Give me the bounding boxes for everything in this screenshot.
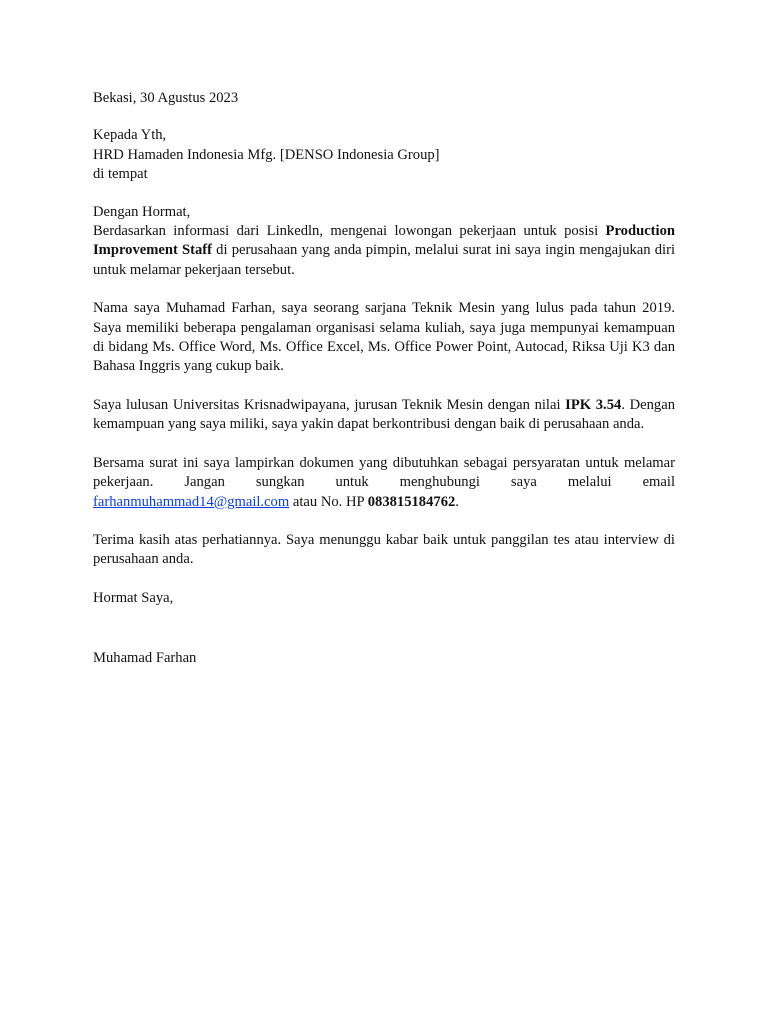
- paragraph-contact-text-3: .: [455, 493, 459, 510]
- paragraph-contact-text-2: atau No. HP: [289, 493, 368, 510]
- paragraph-intro-text-2: di perusahaan yang anda pimpin, melalui surat ini saya ingin mengajukan diri untuk melamar pekerjaan tersebut.: [93, 242, 675, 278]
- paragraph-education-text-2: . Dengan kemampuan yang saya miliki, saya yakin dapat berkontribusi dengan baik di perusahaan anda.: [93, 396, 675, 433]
- recipient-salutation: Kepada Yth,: [93, 127, 167, 144]
- position-title: Production Improvement Staff: [93, 223, 675, 259]
- letter-page: [93, 89, 675, 669]
- greeting: Dengan Hormat,: [93, 203, 191, 220]
- paragraph-contact-text-1: Bersama surat ini saya lampirkan dokumen yang dibutuhkan sebagai persyaratan untuk melamar pekerjaan. Jangan sungkan untuk menghubungi saya melalui email: [93, 454, 675, 491]
- recipient-location: di tempat: [93, 166, 148, 183]
- recipient-company: HRD Hamaden Indonesia Mfg. [DENSO Indonesia Group]: [93, 146, 440, 163]
- paragraph-education-text-1: Saya lulusan Universitas Krisnadwipayana, jurusan Teknik Mesin dengan nilai: [93, 396, 566, 413]
- ipk-value: IPK 3.54: [565, 396, 622, 413]
- paragraph-thanks: Terima kasih atas perhatiannya. Saya menunggu kabar baik untuk panggilan tes atau interview di perusahaan anda.: [93, 531, 675, 568]
- paragraph-intro: [93, 222, 675, 280]
- phone-number: 083815184762: [367, 493, 456, 510]
- paragraph-intro-text-1: Berdasarkan informasi dari Linkedln, mengenai lowongan pekerjaan untuk posisi: [93, 223, 606, 240]
- place-date: Bekasi, 30 Agustus 2023: [93, 90, 239, 106]
- email-link[interactable]: farhanmuhammad14@gmail.com: [93, 493, 290, 510]
- paragraph-contact: [93, 454, 675, 512]
- signature-name: Muhamad Farhan: [93, 650, 197, 667]
- closing: Hormat Saya,: [93, 589, 174, 606]
- paragraph-education: [93, 396, 675, 435]
- paragraph-about: Nama saya Muhamad Farhan, saya seorang sarjana Teknik Mesin yang lulus pada tahun 2019. Saya memiliki beberapa pengalaman organisasi selama kuliah, saya juga mempunyai kemampuan di bidang Ms. Office Word, Ms. Office Excel, Ms. Office Power Point, Autocad, Riksa Uji K3 dan Bahasa Inggris yang cukup baik.: [93, 300, 675, 375]
- recipient-block: [93, 126, 675, 184]
